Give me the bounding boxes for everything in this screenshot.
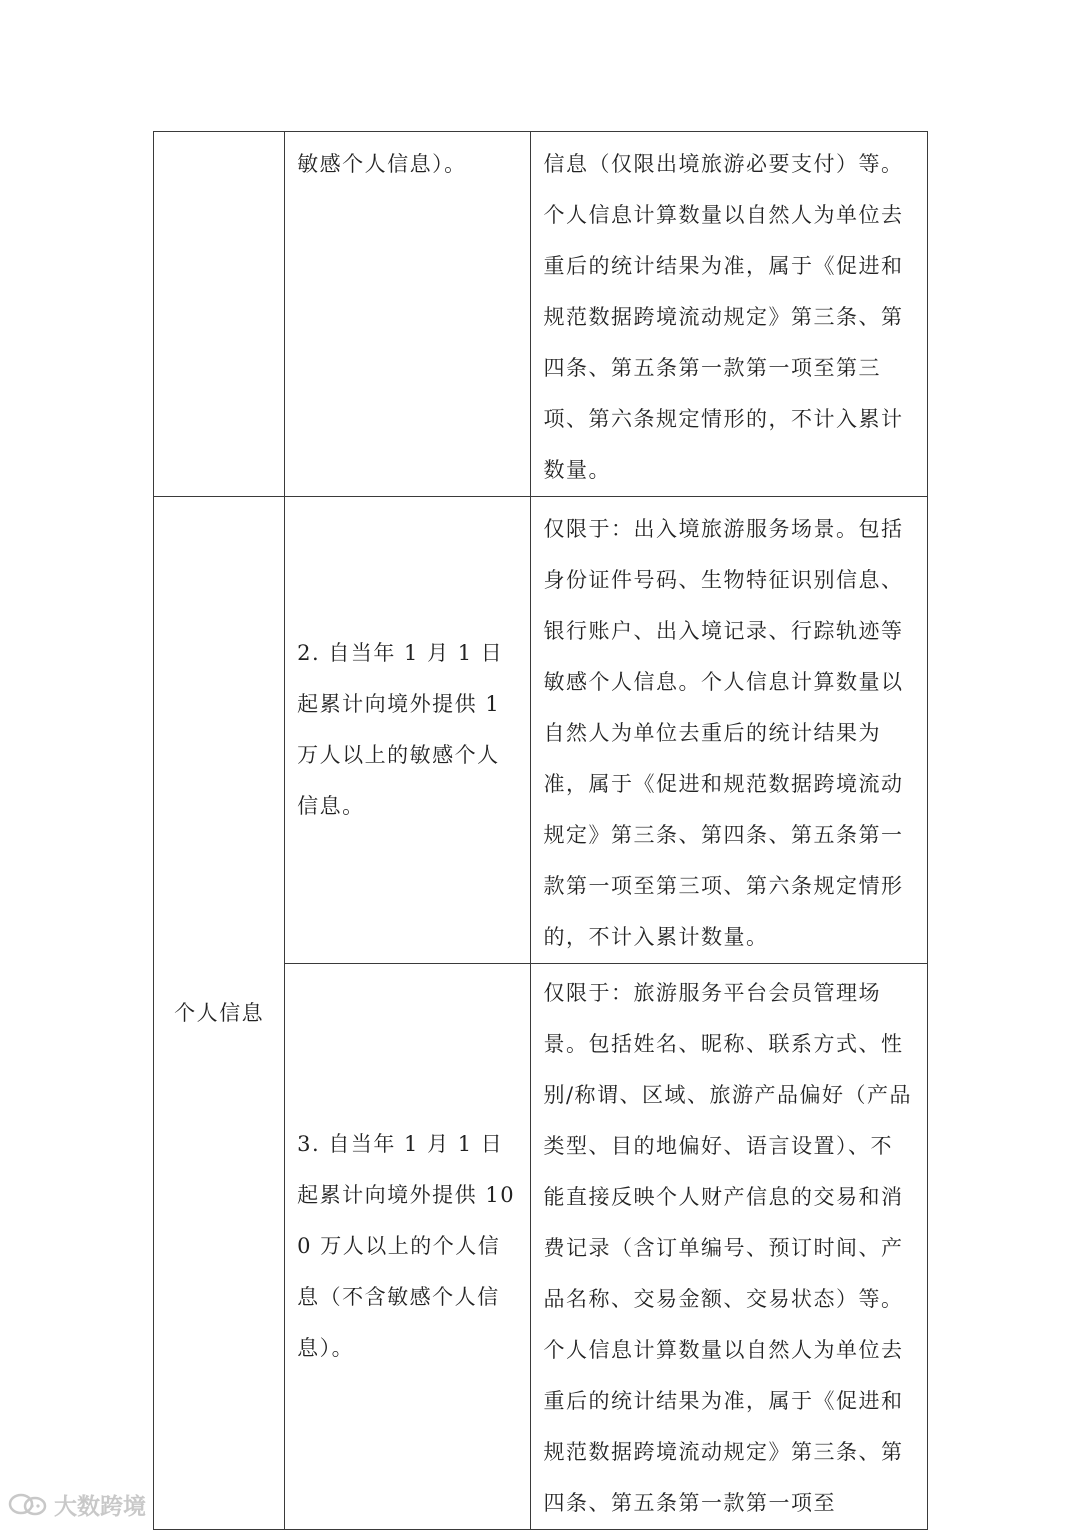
watermark-text: 大数跨境 <box>54 1494 146 1520</box>
scope-cell <box>531 497 928 964</box>
category-label: 个人信息 <box>174 1000 265 1025</box>
condition-text: 3. 自当年 1 月 1 日起累计向境外提供 100 万人以上的个人信息（不含敏感个人信息）。 <box>297 1132 516 1360</box>
condition-cell <box>285 964 531 1530</box>
condition-cell <box>285 497 531 964</box>
scope-cell <box>531 964 928 1530</box>
condition-text: 敏感个人信息）。 <box>297 152 467 176</box>
table-row <box>154 497 928 964</box>
chat-bubbles-logo-icon <box>8 1492 48 1518</box>
scope-cell <box>531 132 928 497</box>
content-table <box>153 131 928 1530</box>
scope-text: 仅限于：旅游服务平台会员管理场景。包括姓名、昵称、联系方式、性别/称谓、区域、旅游产品偏好（产品类型、目的地偏好、语言设置）、不能直接反映个人财产信息的交易和消费记录（含订单编号、预订时间、产品名称、交易金额、交易状态）等。个人信息计算数量以自然人为单位去重后的统计结果为准，属于《促进和规范数据跨境流动规定》第三条、第四条、第五条第一款第一项至 <box>543 981 913 1515</box>
category-cell <box>154 497 285 1530</box>
scope-text: 仅限于：出入境旅游服务场景。包括身份证件号码、生物特征识别信息、银行账户、出入境记录、行踪轨迹等敏感个人信息。个人信息计算数量以自然人为单位去重后的统计结果为准，属于《促进和规范数据跨境流动规定》第三条、第四条、第五条第一款第一项至第三项、第六条规定情形的，不计入累计数量。 <box>543 517 904 949</box>
watermark <box>8 1488 146 1521</box>
category-cell-empty <box>154 132 285 497</box>
condition-text: 2. 自当年 1 月 1 日起累计向境外提供 1 万人以上的敏感个人信息。 <box>297 641 504 818</box>
condition-cell <box>285 132 531 497</box>
table-row <box>154 132 928 497</box>
scope-text: 信息（仅限出境旅游必要支付）等。个人信息计算数量以自然人为单位去重后的统计结果为准，属于《促进和规范数据跨境流动规定》第三条、第四条、第五条第一款第一项至第三项、第六条规定情形的，不计入累计数量。 <box>543 152 904 482</box>
